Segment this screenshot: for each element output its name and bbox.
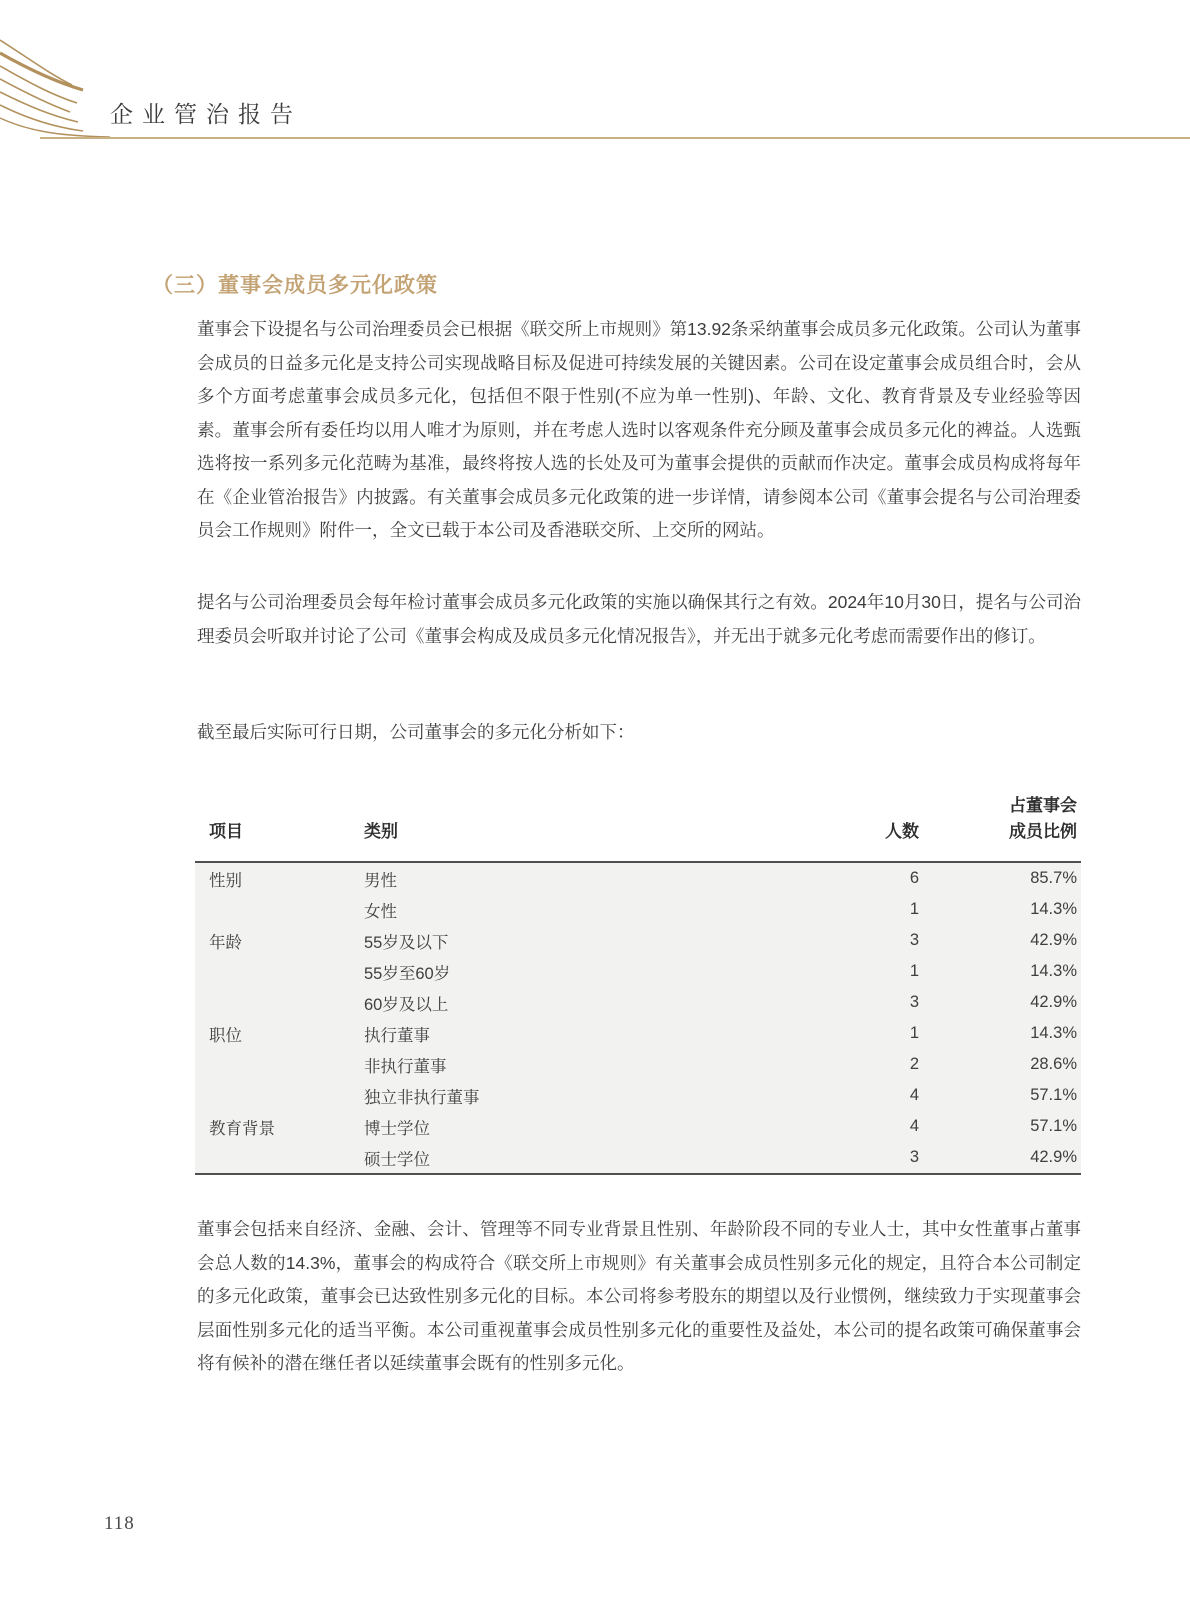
header-title: 企业管治报告 (110, 102, 302, 127)
paragraph-table-intro: 截至最后实际可行日期，公司董事会的多元化分析如下： (197, 722, 635, 742)
table-row (195, 1142, 1081, 1173)
paragraph-annual-review: 提名与公司治理委员会每年检讨董事会成员多元化政策的实施以确保其行之有效。2024年10月30日，提名与公司治理委员会听取并讨论了公司《董事会构成及成员多元化情况报告》，并无出于就多元化考虑而需要作出的修订。 (197, 592, 1081, 646)
cell-count: 1 (909, 1024, 919, 1042)
cell-ratio: 14.3% (1030, 900, 1077, 918)
cell-count: 3 (909, 931, 919, 949)
cell-item: 教育背景 (209, 1119, 275, 1138)
table-row (195, 1080, 1081, 1111)
cell-category: 硕士学位 (364, 1150, 430, 1169)
cell-ratio: 57.1% (1030, 1117, 1077, 1135)
table-row (195, 956, 1081, 987)
table-row (195, 863, 1081, 894)
diversity-table (195, 772, 1081, 1175)
table-row (195, 1018, 1081, 1049)
page-number: 118 (104, 1513, 135, 1534)
table-row (195, 925, 1081, 956)
table-row (195, 1049, 1081, 1080)
header-item: 项目 (209, 822, 243, 841)
cell-count: 1 (909, 962, 919, 980)
cell-ratio: 28.6% (1030, 1055, 1077, 1073)
diversity-table-header (195, 772, 1081, 863)
table-row (195, 1111, 1081, 1142)
cell-ratio: 42.9% (1030, 931, 1077, 949)
diversity-table-body (195, 863, 1081, 1175)
header-count: 人数 (885, 822, 919, 841)
cell-count: 4 (909, 1086, 919, 1104)
cell-count: 4 (909, 1117, 919, 1135)
cell-category: 55岁及以下 (364, 933, 449, 952)
cell-item: 职位 (209, 1026, 242, 1045)
cell-category: 55岁至60岁 (364, 964, 451, 983)
cell-count: 1 (909, 900, 919, 918)
header-ratio (919, 793, 1081, 845)
header-category: 类别 (364, 822, 398, 841)
cell-item: 性别 (209, 871, 242, 890)
cell-category: 独立非执行董事 (364, 1088, 480, 1107)
cell-category: 女性 (364, 902, 397, 921)
cell-ratio: 57.1% (1030, 1086, 1077, 1104)
table-row (195, 894, 1081, 925)
paragraph-gender-diversity: 董事会包括来自经济、金融、会计、管理等不同专业背景且性别、年龄阶段不同的专业人士，其中女性董事占董事会总人数的14.3%，董事会的构成符合《联交所上市规则》有关董事会成员性别多元化的规定，且符合本公司制定的多元化政策，董事会已达致性别多元化的目标。本公司将参考股东的期望以及行业惯例，继续致力于实现董事会层面性别多元化的适当平衡。本公司重视董事会成员性别多元化的重要性及益处，本公司的提名政策可确保董事会将有候补的潜在继任者以延续董事会既有的性别多元化。 (197, 1219, 1081, 1373)
cell-item: 年龄 (209, 933, 242, 952)
cell-ratio: 14.3% (1030, 1024, 1077, 1042)
cell-category: 60岁及以上 (364, 995, 449, 1014)
table-row (195, 987, 1081, 1018)
section-heading: （三）董事会成员多元化政策 (152, 274, 438, 297)
cell-category: 非执行董事 (364, 1057, 447, 1076)
cell-category: 博士学位 (364, 1119, 430, 1138)
header-ratio-line2: 成员比例 (1009, 822, 1077, 841)
cell-ratio: 14.3% (1030, 962, 1077, 980)
cell-count: 2 (909, 1055, 919, 1073)
paragraph-diversity-policy: 董事会下设提名与公司治理委员会已根据《联交所上市规则》第13.92条采纳董事会成员多元化政策。公司认为董事会成员的日益多元化是支持公司实现战略目标及促进可持续发展的关键因素。公司在设定董事会成员组合时，会从多个方面考虑董事会成员多元化，包括但不限于性别(不应为单一性别)、年龄、文化、教育背景及专业经验等因素。董事会所有委任均以用人唯才为原则，并在考虑人选时以客观条件充分顾及董事会成员多元化的裨益。人选甄选将按一系列多元化范畴为基准，最终将按人选的长处及可为董事会提供的贡献而作决定。董事会成员构成将每年在《企业管治报告》内披露。有关董事会成员多元化政策的进一步详情，请参阅本公司《董事会提名与公司治理委员会工作规则》附件一，全文已载于本公司及香港联交所、上交所的网站。 (197, 319, 1081, 540)
cell-category: 执行董事 (364, 1026, 430, 1045)
header-ratio-line1: 占董事会 (1009, 796, 1077, 815)
cell-count: 3 (909, 1148, 919, 1166)
cell-ratio: 42.9% (1030, 1148, 1077, 1166)
brand-arcs-icon (0, 30, 110, 145)
header-divider (40, 137, 1190, 139)
cell-ratio: 42.9% (1030, 993, 1077, 1011)
cell-count: 3 (909, 993, 919, 1011)
cell-count: 6 (909, 869, 919, 887)
cell-category: 男性 (364, 871, 397, 890)
cell-ratio: 85.7% (1030, 869, 1077, 887)
